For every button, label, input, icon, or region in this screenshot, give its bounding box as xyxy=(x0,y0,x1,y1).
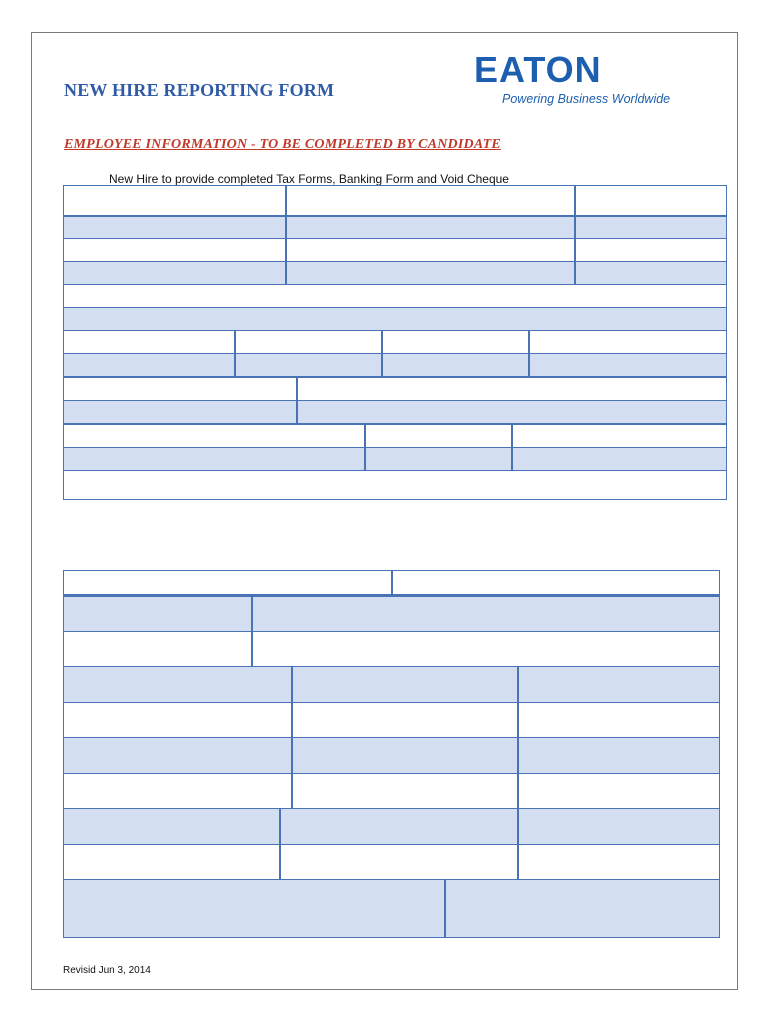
form-field[interactable] xyxy=(63,808,280,845)
page-title: NEW HIRE REPORTING FORM xyxy=(64,80,335,100)
form-field[interactable] xyxy=(63,330,235,354)
logo-wordmark: EATON xyxy=(474,49,602,90)
revision-date: Revisid Jun 3, 2014 xyxy=(63,965,151,976)
form-field[interactable] xyxy=(445,879,720,938)
form-field[interactable] xyxy=(63,377,297,401)
form-field[interactable] xyxy=(518,773,720,809)
form-field[interactable] xyxy=(392,570,720,595)
form-field[interactable] xyxy=(575,215,727,239)
eaton-logo xyxy=(470,49,671,112)
form-field[interactable] xyxy=(292,666,518,703)
form-field[interactable] xyxy=(63,284,727,308)
form-field[interactable] xyxy=(286,238,575,262)
section-heading: EMPLOYEE INFORMATION - TO BE COMPLETED BY CANDIDATE xyxy=(64,137,501,152)
form-field[interactable] xyxy=(518,666,720,703)
form-field[interactable] xyxy=(575,261,727,285)
form-field[interactable] xyxy=(63,879,445,938)
form-field[interactable] xyxy=(518,702,720,738)
form-field[interactable] xyxy=(280,808,518,845)
form-field[interactable] xyxy=(252,631,720,667)
form-field[interactable] xyxy=(286,261,575,285)
form-field[interactable] xyxy=(63,844,280,880)
form-field[interactable] xyxy=(63,424,365,448)
form-field[interactable] xyxy=(518,808,720,845)
form-field[interactable] xyxy=(286,215,575,239)
form-field[interactable] xyxy=(529,330,727,354)
form-field[interactable] xyxy=(63,470,727,500)
form-field[interactable] xyxy=(286,185,575,216)
form-field[interactable] xyxy=(292,737,518,774)
form-field[interactable] xyxy=(292,702,518,738)
form-field[interactable] xyxy=(63,773,292,809)
form-field[interactable] xyxy=(63,238,286,262)
form-field[interactable] xyxy=(252,595,720,632)
form-field[interactable] xyxy=(63,702,292,738)
form-field[interactable] xyxy=(63,400,297,424)
form-field[interactable] xyxy=(63,595,252,632)
form-field[interactable] xyxy=(297,377,727,401)
form-field[interactable] xyxy=(529,353,727,377)
form-field[interactable] xyxy=(235,330,382,354)
form-field[interactable] xyxy=(382,353,529,377)
instructions-note: New Hire to provide completed Tax Forms, Banking Form and Void Cheque xyxy=(109,172,509,186)
form-field[interactable] xyxy=(365,447,512,471)
form-field[interactable] xyxy=(575,185,727,216)
form-field[interactable] xyxy=(63,570,392,595)
form-field[interactable] xyxy=(382,330,529,354)
form-field[interactable] xyxy=(365,424,512,448)
form-field[interactable] xyxy=(63,353,235,377)
logo-tagline: Powering Business Worldwide xyxy=(502,92,671,106)
form-field[interactable] xyxy=(297,400,727,424)
form-field[interactable] xyxy=(512,424,727,448)
form-field[interactable] xyxy=(63,447,365,471)
form-field[interactable] xyxy=(235,353,382,377)
form-field[interactable] xyxy=(292,773,518,809)
form-field[interactable] xyxy=(518,737,720,774)
form-field[interactable] xyxy=(280,844,518,880)
form-field[interactable] xyxy=(512,447,727,471)
form-field[interactable] xyxy=(63,261,286,285)
form-field[interactable] xyxy=(63,666,292,703)
form-field[interactable] xyxy=(63,631,252,667)
form-field[interactable] xyxy=(518,844,720,880)
form-field[interactable] xyxy=(63,185,286,216)
form-field[interactable] xyxy=(63,215,286,239)
form-field[interactable] xyxy=(575,238,727,262)
form-field[interactable] xyxy=(63,737,292,774)
form-field[interactable] xyxy=(63,307,727,331)
